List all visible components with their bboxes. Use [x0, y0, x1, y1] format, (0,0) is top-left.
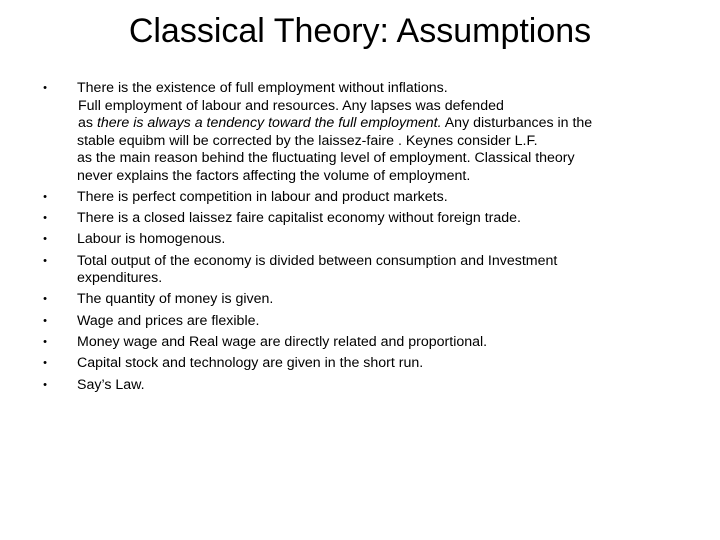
bullet-icon: • [43, 82, 47, 94]
list-item [40, 80, 700, 185]
bullet-icon: • [43, 190, 47, 203]
list-item [40, 291, 700, 309]
bullet-icon: • [43, 212, 47, 225]
bullet-icon: • [43, 378, 47, 391]
list-item-text: There is the existence of full employment without inflations. [77, 80, 448, 96]
list-item-text: stable equibm will be corrected by the laissez-faire . Keynes consider L.F. [77, 132, 538, 149]
list-item-text: Wage and prices are flexible. [77, 312, 260, 329]
bullet-icon: • [43, 314, 47, 327]
list-item-text: as the main reason behind the fluctuating level of employment. Classical theory [77, 150, 575, 166]
bullet-icon: • [43, 357, 47, 370]
list-item-text: Full employment of labour and resources. Any lapses was defended [78, 97, 504, 114]
list-item [40, 313, 700, 331]
list-item-text: never explains the factors affecting the volume of employment. [77, 167, 471, 184]
list-item-text: There is a closed laissez faire capitalist economy without foreign trade. [77, 210, 521, 227]
list-item-text: There is perfect competition in labour and product markets. [77, 188, 448, 205]
list-item-text: Capital stock and technology are given in the short run. [77, 355, 424, 372]
list-item-text: Money wage and Real wage are directly related and proportional. [77, 334, 488, 351]
list-item [40, 210, 700, 228]
bullet-icon: • [43, 233, 47, 246]
list-item [40, 334, 700, 352]
list-item [40, 253, 700, 288]
list-item-text: expenditures. [77, 270, 163, 287]
list-item [40, 355, 700, 373]
assumptions-list [40, 80, 700, 398]
bullet-icon: • [43, 293, 47, 306]
list-item [40, 377, 700, 395]
list-item-text: Total output of the economy is divided between consumption and Investment [77, 252, 558, 269]
text-fragment: Any disturbances in the [441, 115, 593, 131]
list-item-text: Say’s Law. [77, 376, 145, 393]
italic-text: there is always a tendency toward the full employment. [96, 115, 442, 131]
list-item-text: The quantity of money is given. [77, 291, 274, 308]
list-item-text [77, 115, 700, 133]
list-item-text: Labour is homogenous. [77, 231, 226, 248]
list-item [40, 231, 700, 249]
bullet-icon: • [43, 336, 47, 349]
text-fragment: as [78, 115, 97, 131]
bullet-icon: • [43, 254, 47, 267]
slide-title: Classical Theory: Assumptions [128, 12, 592, 50]
list-item [40, 189, 700, 207]
